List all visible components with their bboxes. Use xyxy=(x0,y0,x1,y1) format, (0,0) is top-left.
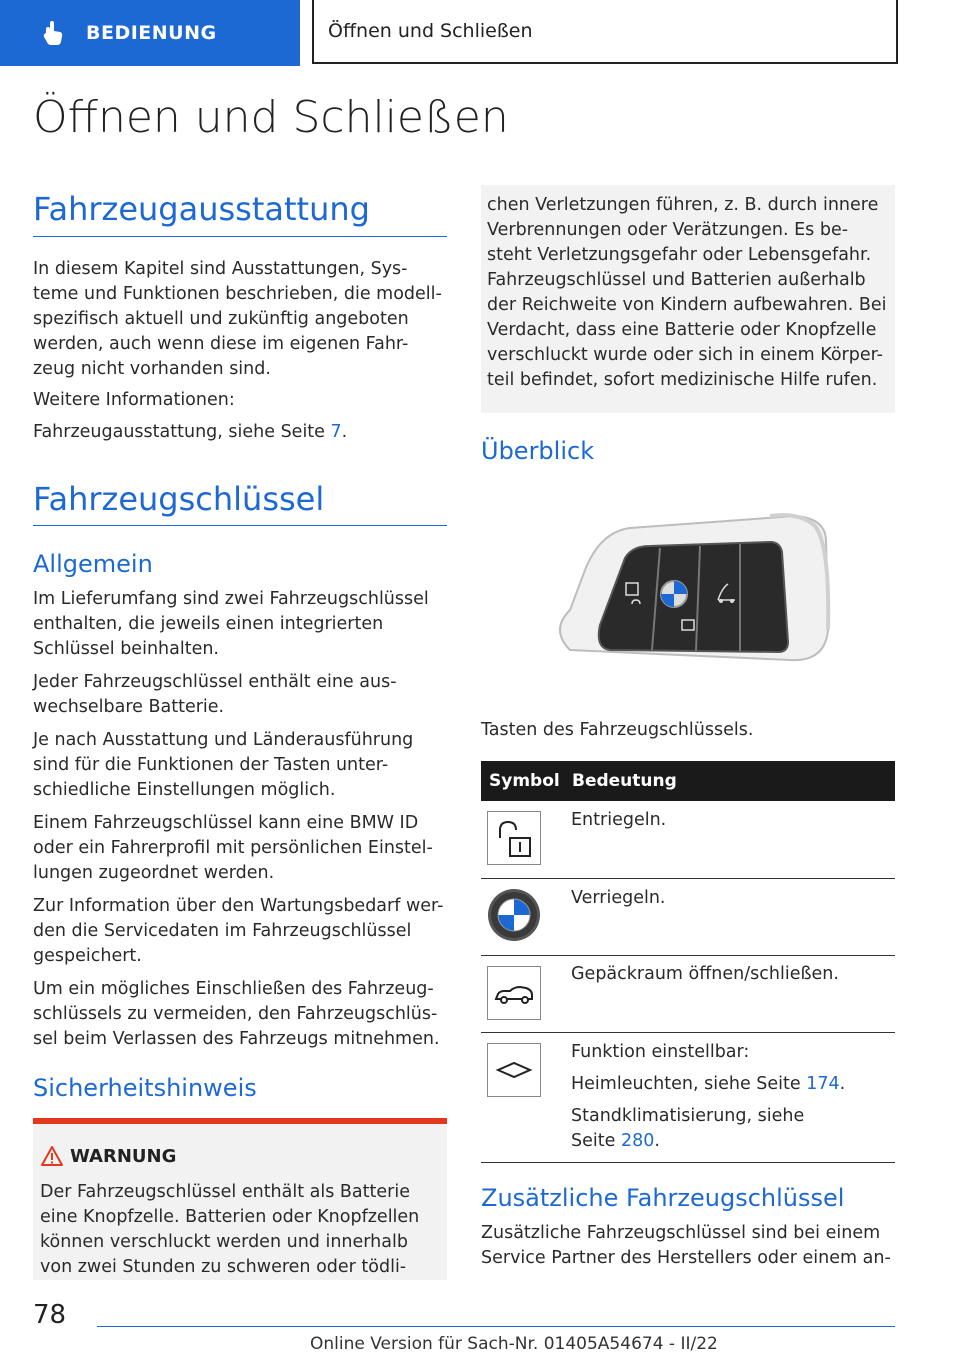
text-line: Standklimatisierung, siehe xyxy=(571,1106,805,1126)
text-line: können verschluckt werden und innerhalb xyxy=(40,1232,408,1252)
paragraph-3 xyxy=(33,728,453,803)
table-cell: Gepäckraum öffnen/schließen. xyxy=(571,964,839,984)
chapter-tab xyxy=(312,0,898,64)
heading-allgemein: Allgemein xyxy=(33,550,153,578)
table-cell xyxy=(571,1072,845,1097)
column-header-symbol: Symbol xyxy=(489,771,560,791)
chapter-label: Öffnen und Schließen xyxy=(328,20,533,42)
column-header-bedeutung: Bedeutung xyxy=(572,771,677,791)
text-line: Fahrzeugschlüssel und Batterien außerhalb xyxy=(487,270,866,290)
warning-triangle-icon xyxy=(40,1145,64,1167)
heading-rule xyxy=(33,525,447,526)
heading-ueberblick: Überblick xyxy=(481,437,595,465)
paragraph-4 xyxy=(33,811,453,886)
text-line: Im Lieferumfang sind zwei Fahrzeugschlüssel xyxy=(33,589,429,609)
text-line: von zwei Stunden zu schweren oder tödli- xyxy=(40,1257,407,1277)
page-link[interactable]: 174 xyxy=(806,1074,840,1094)
text-line: Jeder Fahrzeugschlüssel enthält eine aus- xyxy=(33,672,397,692)
paragraph-1 xyxy=(33,587,453,662)
page-link[interactable]: 7 xyxy=(330,422,342,442)
text-line: wechselbare Batterie. xyxy=(33,697,225,717)
text-line: den die Servicedaten im Fahrzeugschlüssel xyxy=(33,921,412,941)
text-line: Verdacht, dass eine Batterie oder Knopfzelle xyxy=(487,320,877,340)
text-line: Verbrennungen oder Verätzungen. Es be- xyxy=(487,220,849,240)
bmw-logo-icon xyxy=(487,888,541,942)
footer-rule xyxy=(97,1326,895,1327)
text-line: Zur Information über den Wartungsbedarf wer- xyxy=(33,896,444,916)
warning-bar xyxy=(33,1118,447,1124)
reference-text: Fahrzeugausstattung, siehe Seite xyxy=(33,422,331,442)
text-line: werden, auch wenn diese im eigenen Fahr- xyxy=(33,334,409,354)
section-label: BEDIENUNG xyxy=(86,22,217,44)
text-line: enthalten, die jeweils einen integrierten xyxy=(33,614,384,634)
table-cell: Funktion einstellbar: xyxy=(571,1042,750,1062)
text-line: Um ein mögliches Einschließen des Fahrzeug- xyxy=(33,979,434,999)
key-fob-illustration xyxy=(540,510,840,670)
reference-end: . xyxy=(341,422,348,442)
text-segment: . xyxy=(654,1131,660,1151)
text-line: Der Fahrzeugschlüssel enthält als Batterie xyxy=(40,1182,410,1202)
heading-zusaetzliche-schluessel: Zusätzliche Fahrzeugschlüssel xyxy=(481,1184,845,1212)
table-cell: Entriegeln. xyxy=(571,810,667,830)
table-row-divider xyxy=(481,878,895,879)
table-header xyxy=(481,761,895,801)
text-line: der Reichweite von Kindern aufbewahren. Bei xyxy=(487,295,887,315)
table-row-divider xyxy=(481,1162,895,1163)
text-line: teil befindet, sofort medizinische Hilfe rufen. xyxy=(487,370,878,390)
text-line: verschluckt wurde oder sich in einem Körper- xyxy=(487,345,883,365)
diamond-icon xyxy=(488,1044,540,1096)
weitere-info: Weitere Informationen: xyxy=(33,390,235,410)
text-line: zeug nicht vorhanden sind. xyxy=(33,359,271,379)
heading-fahrzeugausstattung: Fahrzeugausstattung xyxy=(33,190,370,228)
text-line: lungen zugeordnet werden. xyxy=(33,863,275,883)
paragraph-6 xyxy=(33,977,453,1052)
heading-rule xyxy=(33,236,447,237)
page-link[interactable]: 280 xyxy=(620,1131,655,1151)
text-line: spezifisch aktuell und zukünftig angeboten xyxy=(33,309,409,329)
trunk-symbol xyxy=(487,966,541,1020)
heading-fahrzeugschluessel: Fahrzeugschlüssel xyxy=(33,480,325,518)
text-line: In diesem Kapitel sind Ausstattungen, Sys- xyxy=(33,259,408,279)
paragraph-5 xyxy=(33,894,453,969)
table-row-divider xyxy=(481,1032,895,1033)
function-symbol xyxy=(487,1043,541,1097)
table-row-divider xyxy=(481,955,895,956)
text-line: Je nach Ausstattung und Länderausführung xyxy=(33,730,414,750)
text-line: Schlüssel beinhalten. xyxy=(33,639,219,659)
text-line: chen Verletzungen führen, z. B. durch innere xyxy=(487,195,879,215)
text-line: oder ein Fahrerprofil mit persönlichen Einstel- xyxy=(33,838,433,858)
text-line: Zusätzliche Fahrzeugschlüssel sind bei einem xyxy=(481,1223,881,1243)
unlock-icon xyxy=(488,812,540,864)
text-line: steht Verletzungsgefahr oder Lebensgefahr. xyxy=(487,245,872,265)
text-line: Service Partner des Herstellers oder einem an- xyxy=(481,1248,891,1268)
unlock-symbol xyxy=(487,811,541,865)
text-line: schlüssels zu vermeiden, den Fahrzeugschlüs- xyxy=(33,1004,438,1024)
warning-title: WARNUNG xyxy=(70,1146,177,1167)
text-line: gespeichert. xyxy=(33,946,142,966)
text-line: sel beim Verlassen des Fahrzeugs mitnehmen. xyxy=(33,1029,440,1049)
text-line: sind für die Funktionen der Tasten unter- xyxy=(33,755,389,775)
paragraph-2 xyxy=(33,670,453,720)
figure-caption: Tasten des Fahrzeugschlüssels. xyxy=(481,720,754,740)
paragraph-ausstattung xyxy=(33,257,453,382)
table-cell xyxy=(571,1104,804,1154)
warning-continuation-text xyxy=(487,193,891,393)
table-cell: Verriegeln. xyxy=(571,888,666,908)
text-segment: Heimleuchten, siehe Seite xyxy=(571,1074,807,1094)
section-tab xyxy=(0,0,300,66)
text-line: teme und Funktionen beschrieben, die modell- xyxy=(33,284,442,304)
online-version: Online Version für Sach-Nr. 01405A54674 - II/22 xyxy=(310,1334,718,1354)
paragraph-zusaetzlich xyxy=(481,1221,901,1271)
text-segment: . xyxy=(839,1074,846,1094)
text-line: eine Knopfzelle. Batterien oder Knopfzellen xyxy=(40,1207,420,1227)
text-line: schiedliche Einstellungen möglich. xyxy=(33,780,336,800)
heading-sicherheitshinweis: Sicherheitshinweis xyxy=(33,1074,257,1102)
hand-pointer-icon xyxy=(40,20,66,46)
page-title: Öffnen und Schließen xyxy=(33,92,509,143)
text-segment: Seite xyxy=(571,1131,621,1151)
text-line: Einem Fahrzeugschlüssel kann eine BMW ID xyxy=(33,813,419,833)
car-trunk-icon xyxy=(488,967,540,1019)
warning-text xyxy=(40,1180,440,1280)
reference-line xyxy=(33,420,347,445)
page-number: 78 xyxy=(33,1300,67,1330)
